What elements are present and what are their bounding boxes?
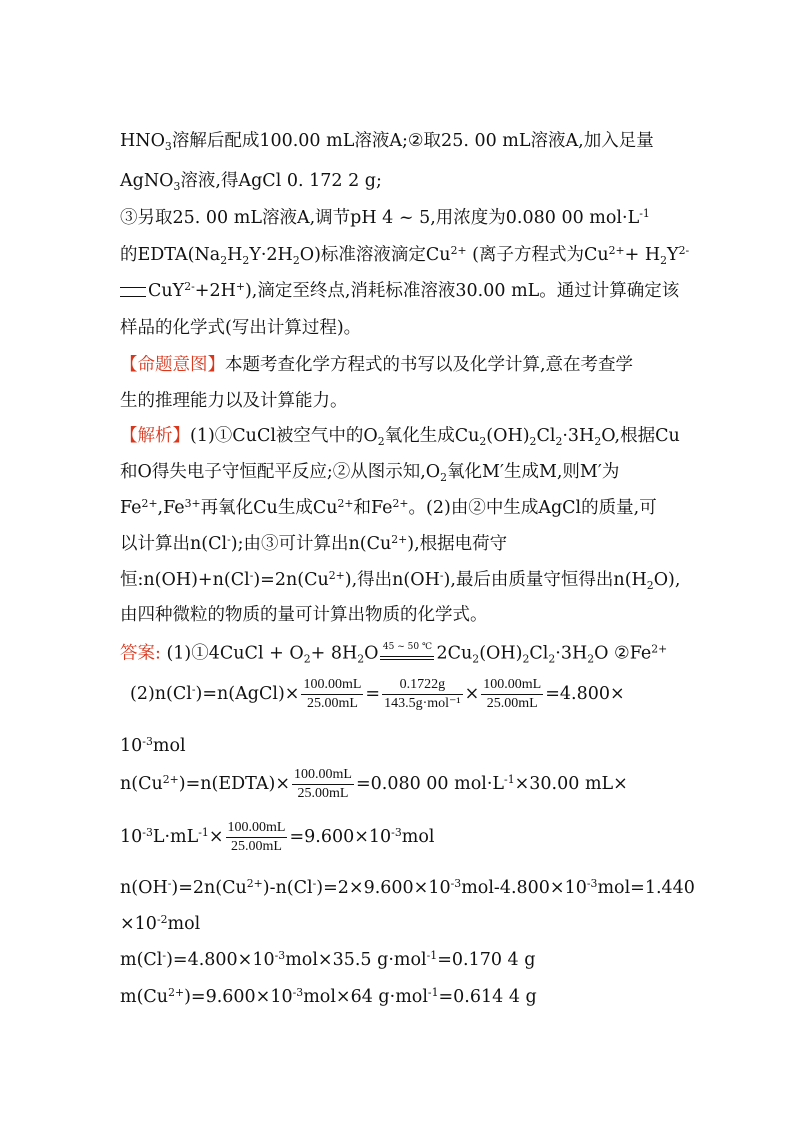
text-run: CuY — [148, 281, 185, 301]
text-line — [120, 913, 201, 934]
superscript: - — [167, 877, 172, 891]
fraction-denominator: 25.00mL — [306, 696, 358, 711]
fraction-numerator: 100.00mL — [301, 678, 363, 695]
text-line — [120, 320, 361, 338]
text-run: (OH) — [486, 426, 530, 446]
text-run: mol=1.440 — [597, 878, 695, 898]
text-line — [120, 607, 488, 625]
text-run: ),最后由质量守恒得出n(H — [443, 570, 647, 590]
text-run: 。(2)由②中生成AgCl的质量,可 — [408, 498, 657, 518]
text-run: )=2n(Cu — [171, 878, 247, 898]
text-run: 溶液,得AgCl 0. 172 2 g; — [180, 171, 382, 191]
equals-sign-long — [120, 287, 146, 297]
fraction-numerator: 100.00mL — [292, 768, 354, 785]
fraction-denominator: 25.00mL — [231, 839, 282, 854]
fraction-numerator: 0.1722g — [382, 678, 463, 695]
subscript: 2 — [529, 434, 537, 448]
fraction — [301, 678, 363, 711]
text-run: Y — [667, 245, 679, 265]
text-line — [120, 173, 382, 191]
superscript: -1 — [639, 207, 650, 221]
superscript: -3 — [391, 826, 402, 840]
superscript: 2+ — [391, 533, 408, 547]
fraction — [292, 768, 354, 801]
subscript: 2 — [292, 253, 300, 267]
text-run: mol×64 g·mol — [303, 987, 428, 1007]
text-run: mol — [152, 736, 186, 756]
text-line — [120, 133, 654, 151]
text-run: 生的推理能力以及计算能力。 — [120, 391, 348, 411]
fraction-numerator: 100.00mL — [481, 678, 543, 695]
subscript: 2 — [587, 652, 595, 666]
text-run: 恒:n(OH)+n(Cl — [120, 570, 250, 590]
text-run: mol×35.5 g·mol — [285, 950, 427, 970]
text-run: =0.614 4 g — [438, 987, 537, 1007]
reaction-condition-text: 45 ~ 50 ℃ — [382, 642, 433, 652]
text-run: )=4.800×10 — [166, 950, 275, 970]
text-run: m(Cl — [120, 950, 163, 970]
text-run: (1)①CuCl被空气中的O — [190, 426, 378, 446]
text-run: )=2×9.600×10 — [316, 878, 451, 898]
text-run: ③另取25. 00 mL溶液A,调节pH 4 ~ 5,用浓度为0.080 00 mol·L — [120, 208, 640, 228]
text-run: 10 — [120, 827, 143, 847]
equation-line — [120, 768, 628, 801]
text-run: 的EDTA(Na — [120, 245, 221, 265]
fraction-numerator: 100.00mL — [226, 821, 288, 838]
text-run: 10 — [120, 736, 143, 756]
text-run: O,根据Cu — [601, 426, 680, 446]
text-run: Fe — [120, 498, 142, 518]
reaction-condition-arrow — [378, 642, 436, 663]
text-run: (离子方程式为Cu — [466, 245, 609, 265]
text-run: =9.600×10 — [289, 827, 392, 847]
text-run: + H — [624, 245, 661, 265]
subscript: 2 — [660, 253, 668, 267]
text-run: =4.800× — [545, 684, 625, 704]
fraction — [226, 821, 288, 854]
fraction — [481, 678, 543, 711]
text-run: Cl — [529, 643, 549, 664]
subscript: 2 — [548, 652, 556, 666]
equation-line — [120, 986, 537, 1007]
analysis-paragraph-line — [120, 428, 680, 446]
text-run: ×10 — [120, 914, 157, 934]
superscript: - — [191, 683, 196, 697]
text-run: =0.080 00 mol·L — [355, 774, 505, 794]
superscript: 2+ — [162, 773, 179, 787]
text-line — [120, 464, 619, 482]
text-run: = — [365, 684, 381, 704]
text-line — [120, 280, 680, 301]
text-line — [120, 533, 508, 554]
superscript: 2+ — [608, 244, 625, 258]
text-run: ·3H — [562, 426, 595, 446]
text-run: ),根据电荷守 — [407, 534, 508, 554]
text-run: 样品的化学式(写出计算过程)。 — [120, 318, 362, 338]
text-run: O), — [653, 570, 681, 590]
text-run: H — [227, 245, 243, 265]
equation-line — [120, 821, 434, 854]
text-run: );由③可计算出n(Cu — [230, 534, 392, 554]
text-run: Cl — [536, 426, 556, 446]
text-run: mol — [167, 914, 201, 934]
subscript: 2 — [377, 434, 385, 448]
text-run: L·mL — [152, 827, 199, 847]
equals-bar-bottom — [380, 659, 434, 660]
text-line — [120, 735, 186, 756]
text-run: mol-4.800×10 — [461, 878, 587, 898]
text-run: m(Cu — [120, 987, 169, 1007]
superscript: -1 — [504, 773, 515, 787]
superscript: -1 — [427, 986, 439, 1000]
text-run: ×30.00 mL× — [514, 774, 628, 794]
subscript: 2 — [303, 652, 311, 666]
superscript: 2+ — [246, 877, 263, 891]
text-run: +2H — [194, 281, 236, 301]
section-label: 【命题意图】 — [120, 355, 225, 375]
subscript: 2 — [555, 434, 563, 448]
equals-bar-top — [380, 656, 434, 657]
subscript: 2 — [646, 578, 654, 592]
text-line — [120, 569, 681, 592]
text-run: 溶解后配成100.00 mL溶液A;②取25. 00 mL溶液A,加入足量 — [171, 131, 654, 151]
superscript: 2+ — [337, 497, 354, 511]
text-run: 以计算出n(Cl — [120, 534, 228, 554]
subscript: 2 — [440, 470, 448, 484]
text-run: + 8H — [310, 643, 358, 664]
superscript: - — [439, 569, 444, 583]
subscript: 2 — [479, 434, 487, 448]
superscript: -3 — [142, 826, 153, 840]
superscript: + — [235, 280, 245, 294]
equation-line — [120, 877, 695, 898]
superscript: -3 — [586, 877, 598, 891]
subscript: 2 — [522, 652, 530, 666]
superscript: 2+ — [141, 497, 158, 511]
text-run: × — [208, 827, 224, 847]
text-run: 2Cu — [436, 643, 473, 664]
superscript: 2+ — [651, 642, 668, 656]
text-run: )-n(Cl — [262, 878, 313, 898]
text-line — [120, 497, 657, 518]
subscript: 2 — [594, 434, 602, 448]
text-run: (2)n(Cl — [130, 684, 192, 704]
fraction — [382, 678, 463, 711]
superscript: 3+ — [184, 497, 201, 511]
superscript: -3 — [274, 949, 286, 963]
superscript: 2- — [184, 280, 195, 294]
superscript: -2 — [156, 913, 168, 927]
superscript: 2+ — [328, 569, 345, 583]
superscript: 2+ — [450, 244, 467, 258]
text-run: AgNO — [120, 171, 174, 191]
text-run: (OH) — [479, 643, 523, 664]
text-run: (1)①4CuCl + O — [160, 643, 304, 664]
text-run: 再氧化Cu生成Cu — [200, 498, 338, 518]
text-run: 本题考查化学方程式的书写以及化学计算,意在考查学 — [225, 355, 634, 375]
text-run: )=2n(Cu — [253, 570, 329, 590]
text-line — [120, 207, 650, 228]
subscript: 2 — [242, 253, 250, 267]
equation-line — [120, 949, 536, 970]
superscript: - — [249, 569, 254, 583]
text-run: Y·2H — [249, 245, 293, 265]
text-run: × — [464, 684, 480, 704]
subscript: 2 — [357, 652, 365, 666]
fraction-denominator: 25.00mL — [486, 696, 538, 711]
superscript: - — [312, 877, 317, 891]
text-run: )=n(EDTA)× — [178, 774, 291, 794]
answer-line — [120, 642, 668, 666]
superscript: 2+ — [168, 986, 185, 1000]
subscript: 3 — [164, 139, 172, 153]
text-run: ,Fe — [157, 498, 185, 518]
text-line — [120, 244, 690, 267]
superscript: -1 — [426, 949, 438, 963]
text-run: O — [364, 643, 379, 664]
subscript: 2 — [220, 253, 228, 267]
text-run: )=n(AgCl)× — [195, 684, 300, 704]
superscript: -3 — [142, 735, 153, 749]
text-run: n(Cu — [120, 774, 163, 794]
text-run: 和Fe — [353, 498, 393, 518]
text-run: 和O得失电子守恒配平反应;②从图示知,O — [120, 462, 441, 482]
section-label: 答案: — [120, 643, 161, 664]
text-run: 氧化M′生成M,则M′为 — [447, 462, 620, 482]
superscript: 2- — [678, 244, 690, 258]
text-run: )=9.600×10 — [184, 987, 293, 1007]
subscript: 3 — [173, 179, 181, 193]
superscript: -1 — [198, 826, 209, 840]
superscript: 2+ — [392, 497, 409, 511]
intent-paragraph-line — [120, 357, 633, 375]
superscript: -3 — [450, 877, 462, 891]
text-run: O)标准溶液滴定Cu — [299, 245, 451, 265]
text-run: ·3H — [555, 643, 588, 664]
equation-line — [130, 678, 625, 711]
text-run: =0.170 4 g — [437, 950, 536, 970]
text-run: 氧化生成Cu — [384, 426, 480, 446]
superscript: -3 — [292, 986, 304, 1000]
text-run: ),滴定至终点,消耗标准溶液30.00 mL。通过计算确定该 — [244, 281, 680, 301]
fraction-denominator: 143.5g·mol⁻¹ — [384, 696, 461, 711]
text-run: n(OH — [120, 878, 168, 898]
text-run: ),得出n(OH — [344, 570, 440, 590]
text-run: mol — [401, 827, 435, 847]
text-run: HNO — [120, 131, 165, 151]
fraction-denominator: 25.00mL — [297, 786, 349, 801]
text-run: O ②Fe — [594, 643, 652, 664]
superscript: - — [227, 533, 231, 547]
text-line — [120, 393, 348, 411]
text-run: 由四种微粒的物质的量可计算出物质的化学式。 — [120, 605, 488, 625]
superscript: - — [162, 949, 167, 963]
subscript: 2 — [472, 652, 480, 666]
section-label: 【解析】 — [120, 426, 190, 446]
